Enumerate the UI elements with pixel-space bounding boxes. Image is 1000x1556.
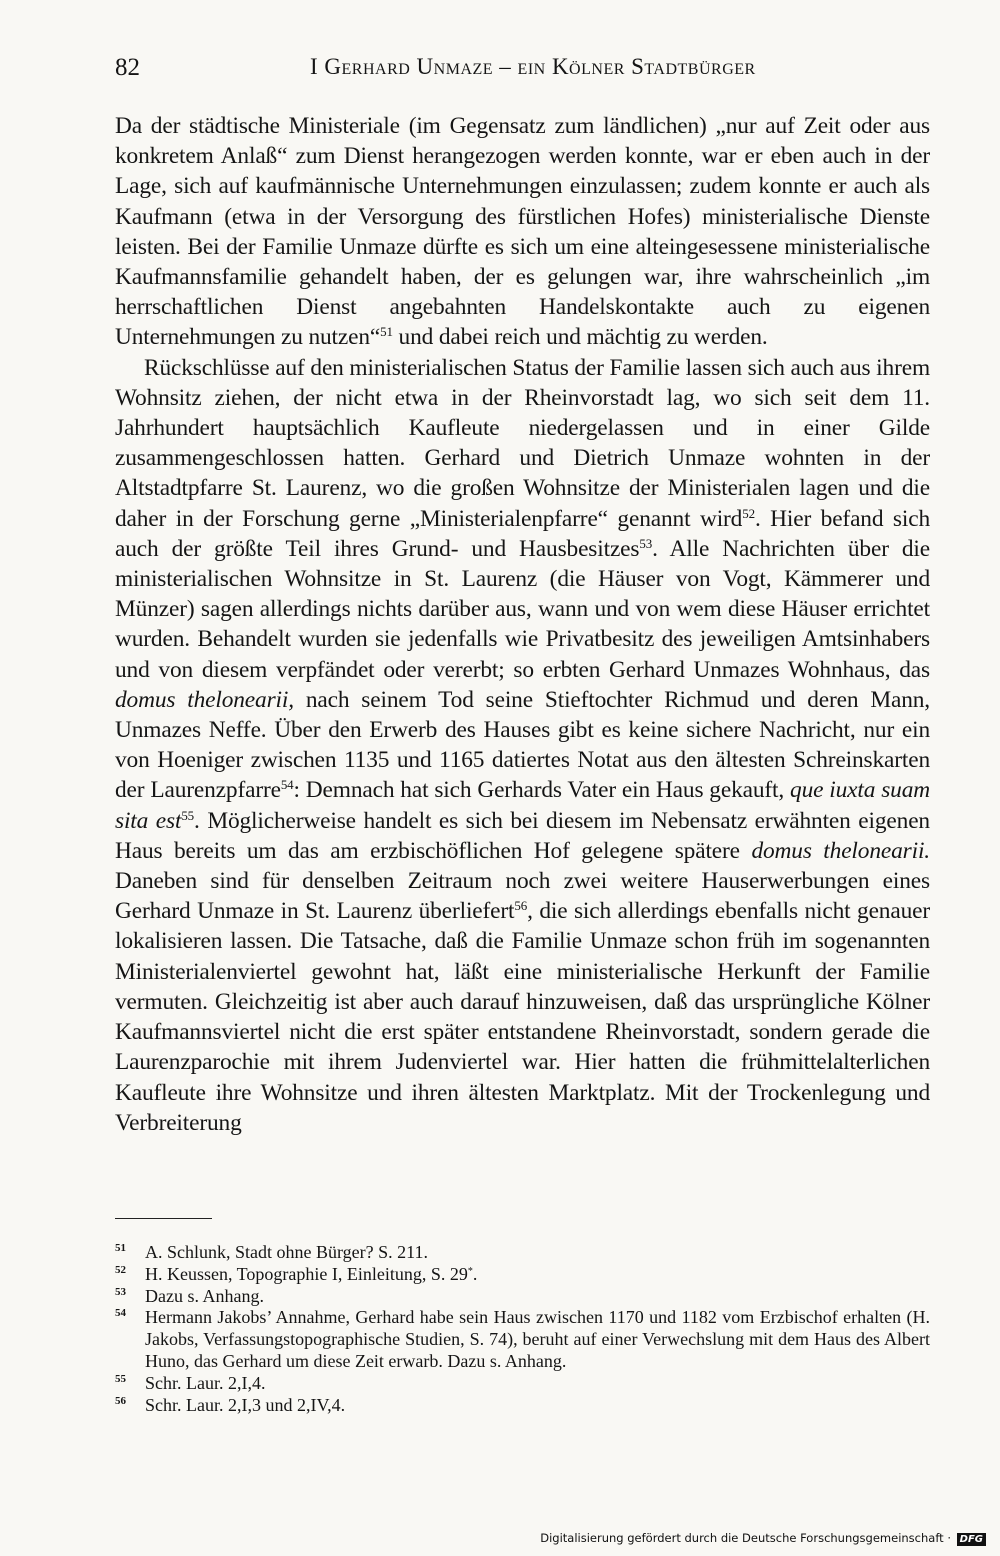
footnotes <box>115 1242 930 1416</box>
footnote <box>115 1264 930 1286</box>
italic-quote: que iuxta suam sita est <box>115 777 930 834</box>
running-title: I Gerhard Unmaze – ein Kölner Stadtbürger <box>310 54 756 79</box>
footnote <box>115 1373 930 1395</box>
footnote-separator <box>115 1218 212 1219</box>
footnote-mark: 55 <box>115 1372 126 1385</box>
footnote-text: Schr. Laur. 2,I,3 und 2,IV,4. <box>145 1394 346 1415</box>
footnote-ref: 51 <box>380 324 393 340</box>
text-run: . Alle Nachrichten über die ministerialischen Wohnsitze in St. Laurenz (die Häuser von Vogt, Kämmerer und Münzer) sagen allerdings nichts darüber aus, wann und von wem diese Häuser errichtet wurden. Behandelt wurden sie jedenfalls wie Privatbesitz des jeweiligen Amtsinhabers und von diesem verpfändet oder vererbt; so erbten Gerhard Unmazes Wohnhaus, das <box>115 535 931 683</box>
italic-term: domus thelonearii. <box>751 837 931 864</box>
footnote-text: H. Keussen, Topographie I, Einleitung, S. 29 <box>145 1263 468 1284</box>
text-run: nach seinem Tod seine Stieftochter Richmud und deren Mann, Unmazes Neffe. Über den Erwerb des Hauses gibt es keine sichere Nachricht, nur ein von Hoeniger zwischen 1135 und 1165 datiertes Notat aus den ältesten Schreinskarten der Laurenzpfarre <box>115 686 931 804</box>
footnote-mark: 56 <box>115 1394 126 1407</box>
text-run: Daneben sind für denselben Zeitraum noch zwei weitere Hauserwerbungen eines Gerhard Unmaze in St. Laurenz überliefert <box>115 868 930 925</box>
text-run: : Demnach hat sich Gerhards Vater ein Haus gekauft, <box>293 777 791 804</box>
text-run: . Möglicherweise handelt es sich bei diesem im Nebensatz erwähnten eigenen Haus bereits um das am erzbischöflichen Hof gelegene spätere <box>115 807 930 864</box>
text-run: , die sich allerdings ebenfalls nicht genauer lokalisieren lassen. Die Tatsache, daß die Familie Unmaze schon früh im sogenannten Ministerialenviertel gewohnt hat, läßt eine ministerialische Herkunft der Familie vermuten. Gleichzeitig ist aber auch darauf hinzuweisen, daß das ursprüngliche Kölner Kaufmannsviertel nicht die erst später entstandene Rheinvorstadt, sondern gerade die Laurenzparochie mit ihrem Judenviertel war. Hier hatten die frühmittelalterlichen Kaufleute ihre Wohnsitze und ihren ältesten Marktplatz. Mit der Trockenlegung und Verbreiterung <box>115 898 930 1136</box>
text-run: Da der städtische Ministeriale (im Gegensatz zum ländlichen) „nur auf Zeit oder aus konkretem Anlaß“ zum Dienst herangezogen werden konnte, war er eben auch in der Lage, sich auf kaufmännische Unternehmungen einzulassen; zudem konnte er auch als Kaufmann (etwa in der Versorgung des fürstlichen Hofes) ministerialische Dienste leisten. Bei der Familie Unmaze dürfte es sich um eine alteingesessene ministerialische Kaufmannsfamilie gehandelt haben, der es gelungen war, ihre wahrscheinlich „im herrschaftlichen Dienst angebahnten Handelskontakte auch zu eigenen Unternehmungen zu nutzen“ <box>115 113 930 351</box>
page-number: 82 <box>115 54 140 81</box>
text-run: Rückschlüsse auf den ministerialischen Status der Familie lassen sich auch aus ihrem Wohnsitz ziehen, der nicht etwa in der Rheinvorstadt lag, wo sich seit dem 11. Jahrhundert hauptsächlich Kaufleute niedergelassen und in einer Gilde zusammengeschlossen hatten. Gerhard und Dietrich Unmaze wohnten in der Altstadtpfarre St. Laurenz, wo die großen Wohnsitze der Ministerialen lagen und die daher in der Forschung gerne „Ministerialenpfarre“ genannt wird <box>115 354 930 532</box>
footnote <box>115 1307 930 1372</box>
footnote-text: Dazu s. Anhang. <box>145 1285 264 1306</box>
italic-term: domus thelonearii, <box>115 686 294 713</box>
footnote-sup: * <box>467 1265 473 1277</box>
digitization-credit <box>540 1531 986 1546</box>
footnote-ref: 55 <box>181 807 195 823</box>
running-header <box>115 54 930 86</box>
dfg-logo: DFG <box>957 1533 986 1546</box>
paragraph-1 <box>115 111 930 353</box>
main-text <box>115 111 930 1138</box>
footnote-ref: 54 <box>280 777 294 793</box>
footnote-mark: 52 <box>115 1263 126 1276</box>
footnote-mark: 51 <box>115 1242 126 1254</box>
credit-text: Digitalisierung gefördert durch die Deutsche Forschungsgemeinschaft · <box>540 1531 951 1545</box>
text-run: . Hier befand sich auch der größte Teil ihres Grund- und Hausbesitzes <box>115 505 930 562</box>
footnote-text: A. Schlunk, Stadt ohne Bürger? S. 211. <box>145 1242 428 1262</box>
footnote <box>115 1286 930 1308</box>
footnote-mark: 54 <box>115 1307 126 1320</box>
footnote-text: Hermann Jakobs’ Annahme, Gerhard habe sein Haus zwischen 1170 und 1182 vom Erzbischof erhalten (H. Jakobs, Verfassungstopographische Studien, S. 74), beruht auf einer Verwechslung mit dem Haus des Albert Huno, das Gerhard um diese Zeit erwarb. Dazu s. Anhang. <box>145 1307 930 1371</box>
footnote-text: Schr. Laur. 2,I,4. <box>145 1372 266 1393</box>
footnote <box>115 1242 930 1264</box>
footnote-ref: 53 <box>639 535 653 551</box>
paragraph-2 <box>115 353 930 1138</box>
footnote <box>115 1395 930 1417</box>
footnote-ref: 56 <box>514 898 528 914</box>
footnote-text-end: . <box>472 1263 478 1284</box>
footnote-mark: 53 <box>115 1285 126 1298</box>
footnote-ref: 52 <box>742 505 755 521</box>
text-run: und dabei reich und mächtig zu werden. <box>392 324 768 351</box>
